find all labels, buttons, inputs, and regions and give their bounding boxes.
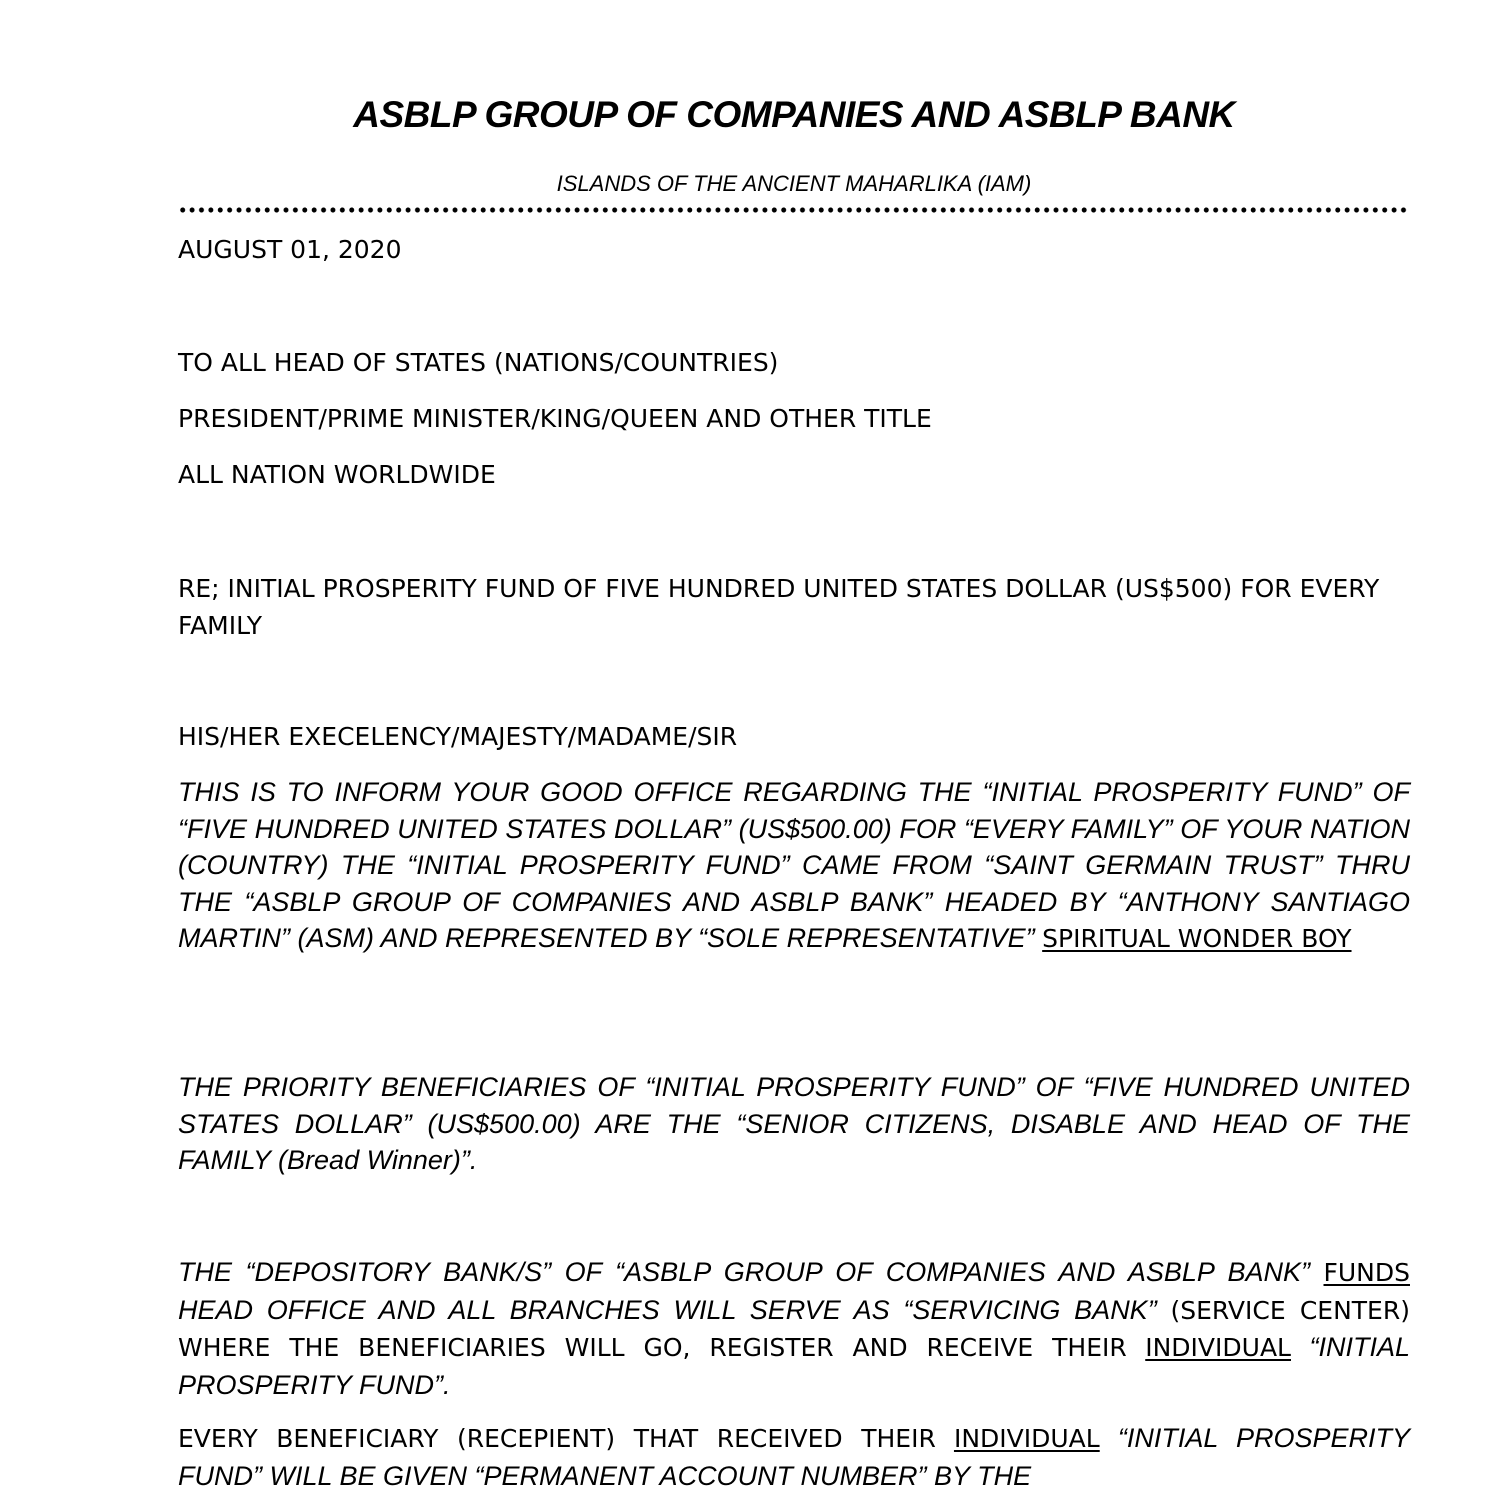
paragraph-depository-part4: “INITIAL PROSPERITY FUND”. — [178, 1332, 1410, 1400]
salutation: HIS/HER EXECELENCY/MAJESTY/MADAME/SIR — [178, 722, 738, 751]
paragraph-fund-info — [178, 774, 1410, 958]
paragraph-depository-part1: THE “DEPOSITORY BANK/S” OF “ASBLP GROUP OF COMPANIES AND ASBLP BANK” — [178, 1257, 1310, 1287]
subject-line: RE; INITIAL PROSPERITY FUND OF FIVE HUNDRED UNITED STATES DOLLAR (US$500) FOR EVERY FAMILY — [178, 574, 1380, 640]
paragraph-depository-part3: (SERVICE CENTER) WHERE THE BENEFICIARIES WILL GO, REGISTER AND RECEIVE THEIR — [178, 1295, 1410, 1363]
addressee-line-1: TO ALL HEAD OF STATES (NATIONS/COUNTRIES) — [178, 348, 779, 377]
funds-underlined: FUNDS — [1323, 1258, 1410, 1287]
individual-underlined-2: INDIVIDUAL — [953, 1424, 1100, 1453]
letterhead-title: ASBLP GROUP OF COMPANIES AND ASBLP BANK — [353, 94, 1235, 135]
letterhead-subtitle: ISLANDS OF THE ANCIENT MAHARLIKA (IAM) — [556, 171, 1032, 196]
paragraph-account-part1: EVERY BENEFICIARY (RECEPIENT) THAT RECEIVED THEIR — [178, 1424, 936, 1453]
paragraph-beneficiaries: THE PRIORITY BENEFICIARIES OF “INITIAL PROSPERITY FUND” OF “FIVE HUNDRED UNITED STATES DOLLAR” (US$500.00) ARE THE “SENIOR CITIZENS, DISABLE AND HEAD OF THE FAMILY (Bread Winner)”. — [178, 1072, 1410, 1176]
individual-underlined: INDIVIDUAL — [1145, 1333, 1291, 1363]
representative-name: SPIRITUAL WONDER BOY — [1042, 924, 1352, 954]
addressee-line-2: PRESIDENT/PRIME MINISTER/KING/QUEEN AND OTHER TITLE — [178, 404, 932, 433]
addressee-line-3: ALL NATION WORLDWIDE — [178, 460, 496, 489]
letter-date: AUGUST 01, 2020 — [178, 235, 402, 264]
paragraph-account-number — [178, 1420, 1410, 1494]
paragraph-depository — [178, 1254, 1410, 1403]
letter-page — [178, 0, 1410, 1500]
paragraph-depository-part2: HEAD OFFICE AND ALL BRANCHES WILL SERVE AS “SERVICING BANK” — [178, 1294, 1157, 1325]
paragraph-fund-info-text: THIS IS TO INFORM YOUR GOOD OFFICE REGARDING THE “INITIAL PROSPERITY FUND” OF “FIVE HUNDRED UNITED STATES DOLLAR” (US$500.00) FOR “EVERY FAMILY” OF YOUR NATION (COUNTRY) THE “INITIAL PROSPERITY FUND” CAME FROM “SAINT GERMAIN TRUST” THRU THE “ASBLP GROUP OF COMPANIES AND ASBLP BANK” HEADED BY “ANTHONY SANTIAGO MARTIN” (ASM) AND REPRESENTED BY “SOLE REPRESENTATIVE” — [178, 777, 1410, 954]
dotted-divider — [178, 207, 1410, 213]
paragraph-account-part2: “INITIAL PROSPERITY FUND” WILL BE GIVEN “PERMANENT ACCOUNT NUMBER” BY THE — [178, 1423, 1410, 1491]
